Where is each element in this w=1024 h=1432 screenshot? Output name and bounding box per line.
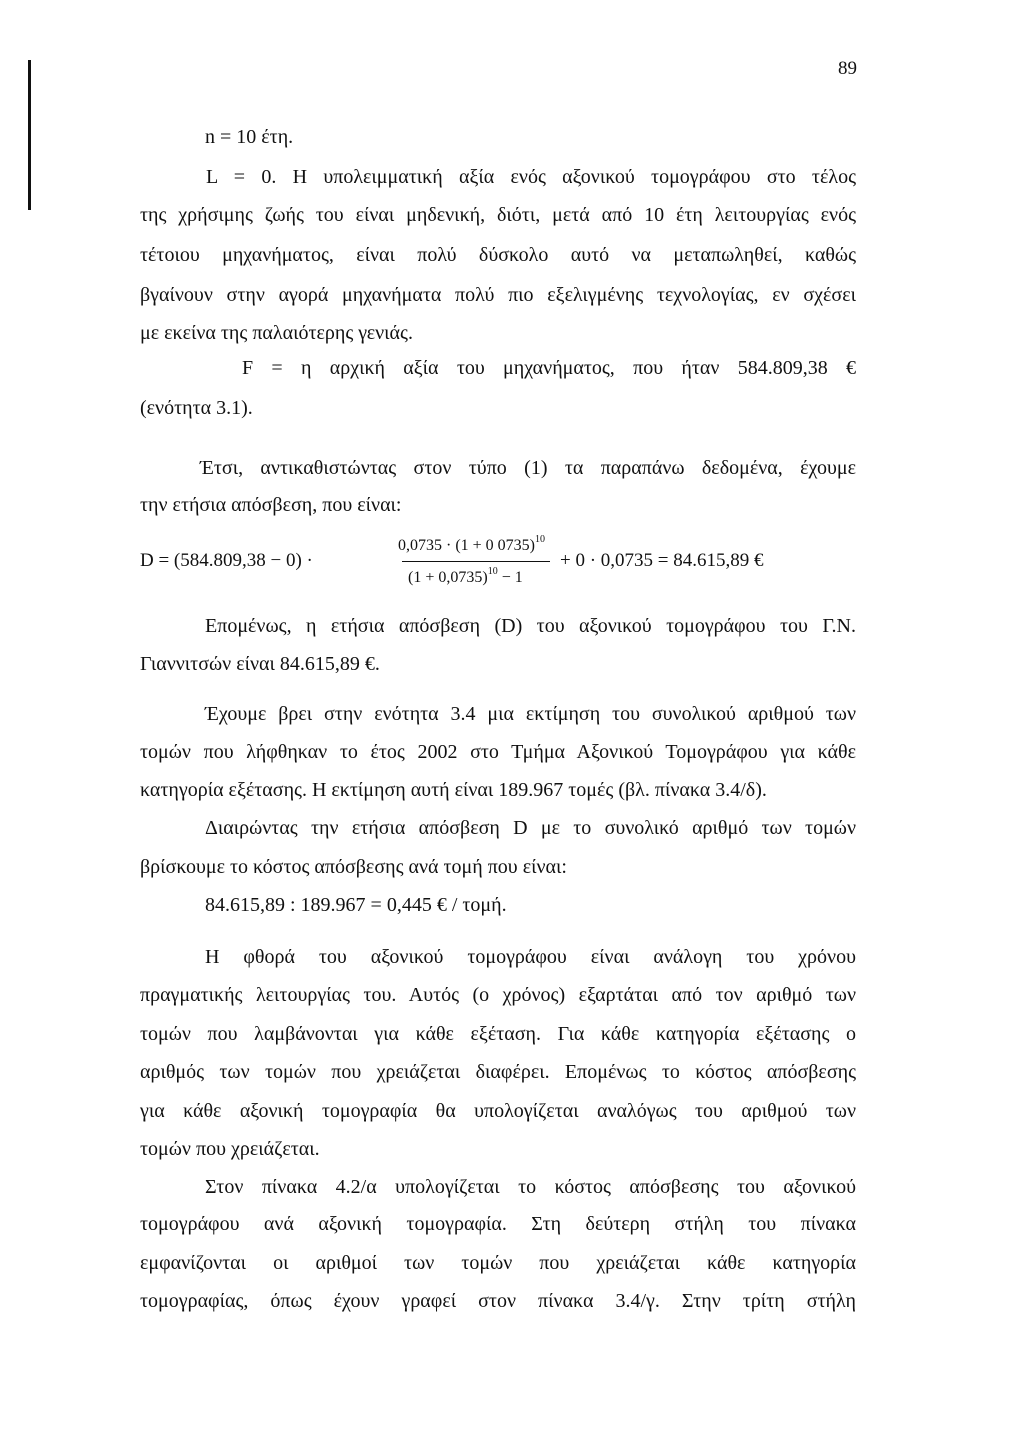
text-line: Στον πίνακα 4.2/α υπολογίζεται το κόστος απόσβεσης του αξονικού	[205, 1176, 856, 1198]
text-line: για κάθε αξονική τομογραφία θα υπολογίζεται αναλόγως του αριθμού των	[140, 1100, 856, 1122]
text-line: Η φθορά του αξονικού τομογράφου είναι ανάλογη του χρόνου	[205, 946, 856, 968]
text-line: αριθμός των τομών που χρειάζεται διαφέρει. Επομένως το κόστος απόσβεσης	[140, 1061, 856, 1083]
text-line: της χρήσιμης ζωής του είναι μηδενική, διότι, μετά από 10 έτη λειτουργίας ενός	[140, 204, 856, 226]
text-line: τομών που λήφθηκαν το έτος 2002 στο Τμήμα Αξονικού Τομογράφου για κάθε	[140, 741, 856, 763]
text-line: Επομένως, η ετήσια απόσβεση (D) του αξονικού τομογράφου του Γ.Ν.	[205, 615, 856, 637]
text-line: κατηγορία εξέτασης. Η εκτίμηση αυτή είναι 189.967 τομές (βλ. πίνακα 3.4/δ).	[140, 779, 767, 801]
text-line: n = 10 έτη.	[205, 126, 294, 148]
equation-numerator: 0,0735 · (1 + 0 0735)$^{10}$	[398, 534, 546, 554]
margin-rule	[28, 60, 31, 210]
text-line: την ετήσια απόσβεση, που είναι:	[140, 494, 402, 516]
equation-rhs: + 0 · 0,0735 = 84.615,89 €	[560, 550, 764, 571]
equation-denominator: $(1 + 0,0735)^{10} - 1$	[408, 566, 523, 586]
text-line: με εκείνα της παλαιότερης γενιάς.	[140, 322, 413, 344]
text-line: βγαίνουν στην αγορά μηχανήματα πολύ πιο εξελιγμένης τεχνολογίας, εν σχέσει	[140, 284, 856, 306]
fraction-bar	[402, 561, 550, 562]
text-line: F = η αρχική αξία του μηχανήματος, που ήταν 584.809,38 €	[242, 357, 856, 379]
text-line: Γιαννιτσών είναι 84.615,89 €.	[140, 653, 380, 675]
text-line: τομογράφου ανά αξονική τομογραφία. Στη δεύτερη στήλη του πίνακα	[140, 1213, 856, 1235]
text-line: (ενότητα 3.1).	[140, 397, 253, 419]
text-line: Έτσι, αντικαθιστώντας στον τύπο (1) τα παραπάνω δεδομένα, έχουμε	[200, 457, 856, 479]
text-line: L = 0. Η υπολειμματική αξία ενός αξονικού τομογράφου στο τέλος	[206, 166, 856, 188]
text-line: τέτοιου μηχανήματος, είναι πολύ δύσκολο αυτό να μεταπωληθεί, καθώς	[140, 244, 856, 266]
text-line: πραγματικής λειτουργίας του. Αυτός (ο χρόνος) εξαρτάται από τον αριθμό των	[140, 984, 856, 1006]
text-line: Έχουμε βρει στην ενότητα 3.4 μια εκτίμηση του συνολικού αριθμού των	[205, 703, 856, 725]
text-line: βρίσκουμε το κόστος απόσβεσης ανά τομή που είναι:	[140, 856, 567, 878]
text-line: τομών που λαμβάνονται για κάθε εξέταση. Για κάθε κατηγορία εξέτασης ο	[140, 1023, 856, 1045]
text-line: εμφανίζονται οι αριθμοί των τομών που χρειάζεται κάθε κατηγορία	[140, 1252, 856, 1274]
text-line: Διαιρώντας την ετήσια απόσβεση D με το συνολικό αριθμό των τομών	[205, 817, 856, 839]
text-line: τομογραφίας, όπως έχουν γραφεί στον πίνακα 3.4/γ. Στην τρίτη στήλη	[140, 1290, 856, 1312]
page-number: 89	[838, 58, 857, 79]
text-line: τομών που χρειάζεται.	[140, 1138, 320, 1160]
equation-lhs: D = (584.809,38 − 0) ·	[140, 550, 313, 571]
text-line: 84.615,89 : 189.967 = 0,445 € / τομή.	[205, 894, 507, 916]
